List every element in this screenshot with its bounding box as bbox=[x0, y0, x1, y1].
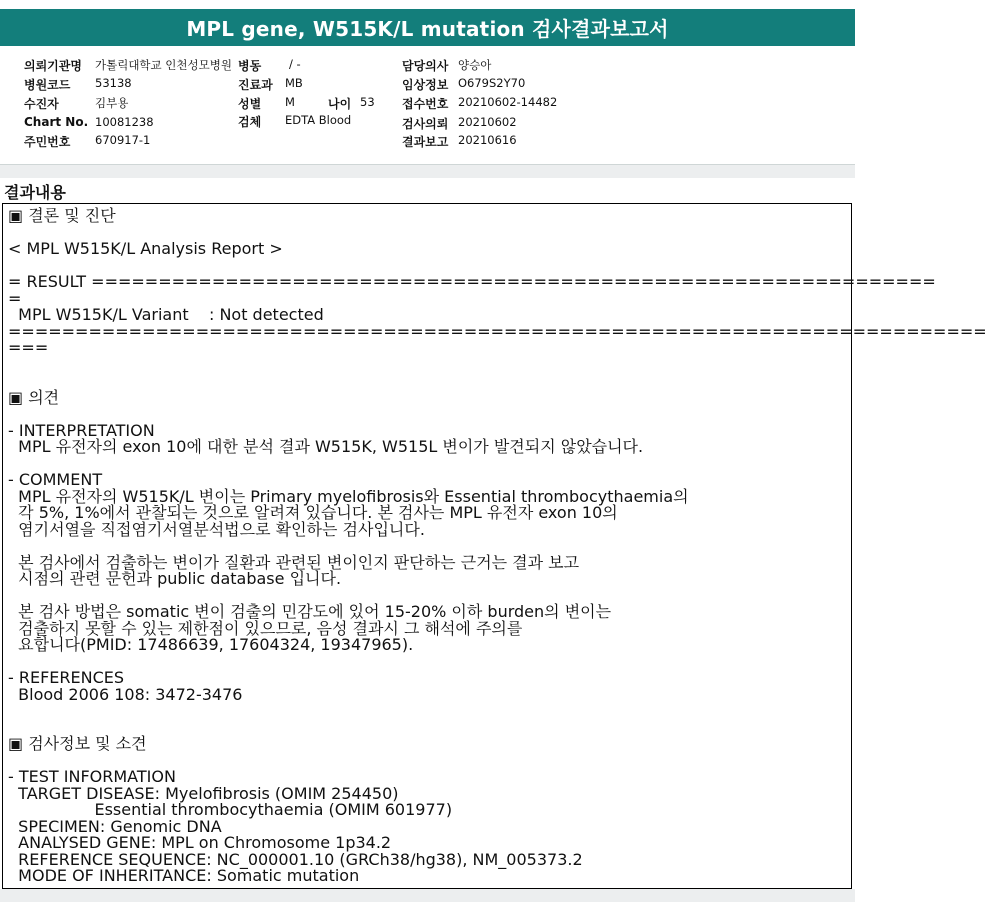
patient-info-panel bbox=[0, 46, 855, 165]
specimen-label: 검체 bbox=[238, 115, 262, 129]
report-line: 염기서열을 직접염기서열분석법으로 확인하는 검사입니다. bbox=[8, 519, 425, 539]
chart-no-label: Chart No. bbox=[24, 115, 89, 129]
report-line: < MPL W515K/L Analysis Report > bbox=[8, 239, 283, 258]
report-line: 각 5%, 1%에서 관찰되는 것으로 알려져 있습니다. 본 검사는 MPL 유전자 exon 10의 bbox=[8, 503, 618, 522]
report-text bbox=[8, 206, 987, 885]
report-line: MODE OF INHERITANCE: Somatic mutation bbox=[8, 866, 360, 885]
doctor-label: 담당의사 bbox=[402, 59, 449, 73]
request-date-value: 20210602 bbox=[458, 115, 517, 129]
requesting-institution-value: 가톨릭대학교 인천성모병원 bbox=[95, 58, 232, 72]
hospital-code-value: 53138 bbox=[95, 76, 132, 90]
hospital-code-label: 병원코드 bbox=[24, 78, 71, 92]
age-value: 53 bbox=[360, 95, 375, 109]
report-line: Essential thrombocythaemia (OMIM 601977) bbox=[8, 800, 453, 819]
section-divider bbox=[0, 165, 855, 178]
result-section-title: 결과내용 bbox=[4, 183, 66, 202]
report-line: ▣ 의견 bbox=[8, 387, 60, 407]
receipt-no-label: 접수번호 bbox=[402, 97, 449, 111]
result-report-box bbox=[2, 203, 987, 889]
ward-label: 병동 bbox=[238, 59, 262, 73]
resident-no-label: 주민번호 bbox=[24, 135, 71, 149]
report-line bbox=[8, 373, 848, 390]
report-line bbox=[8, 456, 848, 473]
resident-no-value: 670917-1 bbox=[95, 133, 151, 147]
report-line: REFERENCE SEQUENCE: NC_000001.10 (GRCh38/hg38), NM_005373.2 bbox=[8, 849, 583, 869]
clinical-info-label: 임상정보 bbox=[402, 78, 449, 92]
report-line: SPECIMEN: Genomic DNA bbox=[8, 816, 222, 836]
age-label: 나이 bbox=[328, 97, 352, 111]
report-line: ▣ 검사정보 및 소견 bbox=[8, 734, 147, 753]
report-title: MPL gene, W515K/L mutation 검사결과보고서 bbox=[0, 9, 855, 46]
receipt-no-value: 20210602-14482 bbox=[458, 95, 558, 109]
report-line bbox=[8, 357, 848, 374]
collector-value: 김부용 bbox=[95, 96, 129, 110]
report-line: = RESULT =============================================================== bbox=[8, 272, 936, 291]
specimen-value: EDTA Blood bbox=[285, 113, 352, 127]
report-line bbox=[8, 654, 848, 671]
ward-value: / - bbox=[289, 57, 301, 71]
report-line: - REFERENCES bbox=[8, 668, 125, 687]
report-line bbox=[8, 703, 848, 720]
report-date-value: 20210616 bbox=[458, 133, 517, 147]
report-line: ========================================================================= bbox=[8, 321, 987, 341]
report-line: TARGET DISEASE: Myelofibrosis (OMIM 254450) bbox=[8, 783, 399, 803]
report-line: 본 검사에서 검출하는 변이가 질환과 관련된 변이인지 판단하는 근거는 결과 보고 bbox=[8, 552, 580, 572]
request-date-label: 검사의뢰 bbox=[402, 117, 449, 131]
sex-value: M bbox=[285, 95, 295, 109]
doctor-value: 양승아 bbox=[458, 58, 492, 72]
report-line: - INTERPRETATION bbox=[8, 420, 155, 440]
report-line: 본 검사 방법은 somatic 변이 검출의 민감도에 있어 15-20% 이하 burden의 변이는 bbox=[8, 602, 612, 621]
report-line: = bbox=[8, 288, 22, 308]
department-value: MB bbox=[285, 76, 303, 90]
report-line: === bbox=[8, 338, 49, 357]
sex-label: 성별 bbox=[238, 97, 262, 111]
report-line: MPL W515K/L Variant : Not detected bbox=[8, 305, 324, 324]
report-line: - TEST INFORMATION bbox=[8, 767, 176, 786]
chart-no-value: 10081238 bbox=[95, 115, 154, 129]
collector-label: 수진자 bbox=[24, 97, 59, 111]
report-line: Blood 2006 108: 3472-3476 bbox=[8, 684, 243, 704]
report-line: 시점의 관련 문헌과 public database 입니다. bbox=[8, 569, 342, 588]
report-line: ANALYSED GENE: MPL on Chromosome 1p34.2 bbox=[8, 833, 392, 852]
bottom-strip bbox=[0, 889, 855, 902]
requesting-institution-label: 의뢰기관명 bbox=[24, 59, 82, 73]
report-line: - COMMENT bbox=[8, 470, 103, 489]
clinical-info-value: O679S2Y70 bbox=[458, 76, 526, 90]
report-line: ▣ 결론 및 진단 bbox=[8, 206, 116, 225]
report-date-label: 결과보고 bbox=[402, 135, 449, 149]
report-line: 검출하지 못할 수 있는 제한점이 있으므로, 음성 결과시 그 해석에 주의를 bbox=[8, 618, 523, 638]
report-line: 요합니다(PMID: 17486639, 17604324, 19347965). bbox=[8, 635, 414, 654]
report-line: MPL 유전자의 exon 10에 대한 분석 결과 W515K, W515L 변이가 발견되지 않았습니다. bbox=[8, 437, 644, 456]
department-label: 진료과 bbox=[238, 78, 273, 92]
report-line: MPL 유전자의 W515K/L 변이는 Primary myelofibrosis와 Essential thrombocythaemia의 bbox=[8, 486, 689, 506]
